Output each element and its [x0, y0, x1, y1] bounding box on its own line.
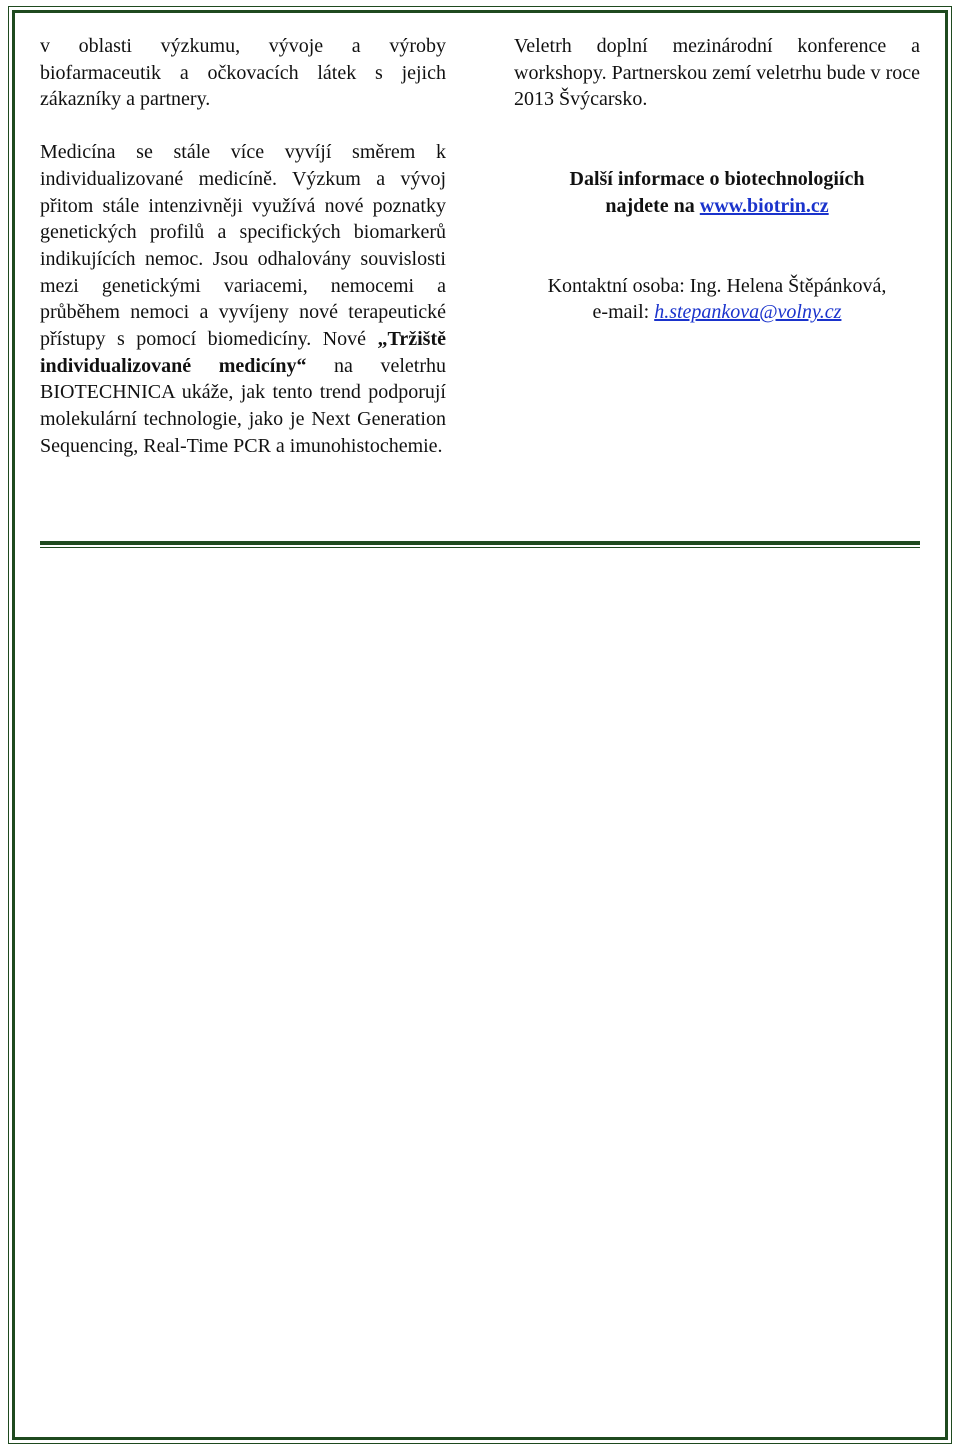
paragraph-individualized-medicine	[40, 139, 446, 459]
contact-block	[514, 273, 920, 326]
paragraph-text-end: na veletrhu BIOTECHNICA ukáže, jak tento trend podporují molekulární technologie, jako je Next Generation Sequencing, Real-Time PCR a imunohistochemie.	[40, 354, 446, 457]
section-divider	[40, 541, 920, 550]
email-label: e-mail:	[592, 301, 655, 324]
right-text-column	[514, 33, 920, 326]
more-info-block	[514, 166, 920, 219]
marketplace-highlight: „Tržiště individualizované medicíny“	[40, 328, 446, 377]
paragraph-text: v oblasti výzkumu, vývoje a výroby biofarmaceutik a očkovacích látek s jejich zákazníky a partnery.	[40, 35, 446, 111]
divider-thick-line	[40, 541, 920, 545]
biotrin-link[interactable]: www.biotrin.cz	[699, 194, 829, 217]
email-link[interactable]: h.stepankova@volny.cz	[654, 301, 842, 324]
paragraph-biofarmaceutika	[40, 33, 446, 113]
left-text-column	[40, 33, 446, 460]
paragraph-conference	[514, 33, 920, 113]
contact-person: Kontaktní osoba: Ing. Helena Štěpánková,	[547, 274, 887, 297]
divider-thin-line	[40, 547, 920, 548]
paragraph-text-start: Medicína se stále více vyvíjí směrem k individualizované medicíně. Výzkum a vývoj přitom stále intenzivněji využívá nové poznatky genetických profilů a specifických biomarkerů indikujících nemoc. Jsou odhalovány souvislosti mezi genetickými variacemi, nemocemi a průběhem nemoci a vyvíjeny nové terapeutické přístupy s pomocí biomedicíny. Nové	[40, 141, 446, 351]
more-info-prefix: najdete na	[605, 194, 700, 217]
more-info-line: Další informace o biotechnologiích	[569, 168, 865, 191]
paragraph-text: Veletrh doplní mezinárodní konference a workshopy. Partnerskou zemí veletrhu bude v roce 2013 Švýcarsko.	[514, 35, 920, 111]
